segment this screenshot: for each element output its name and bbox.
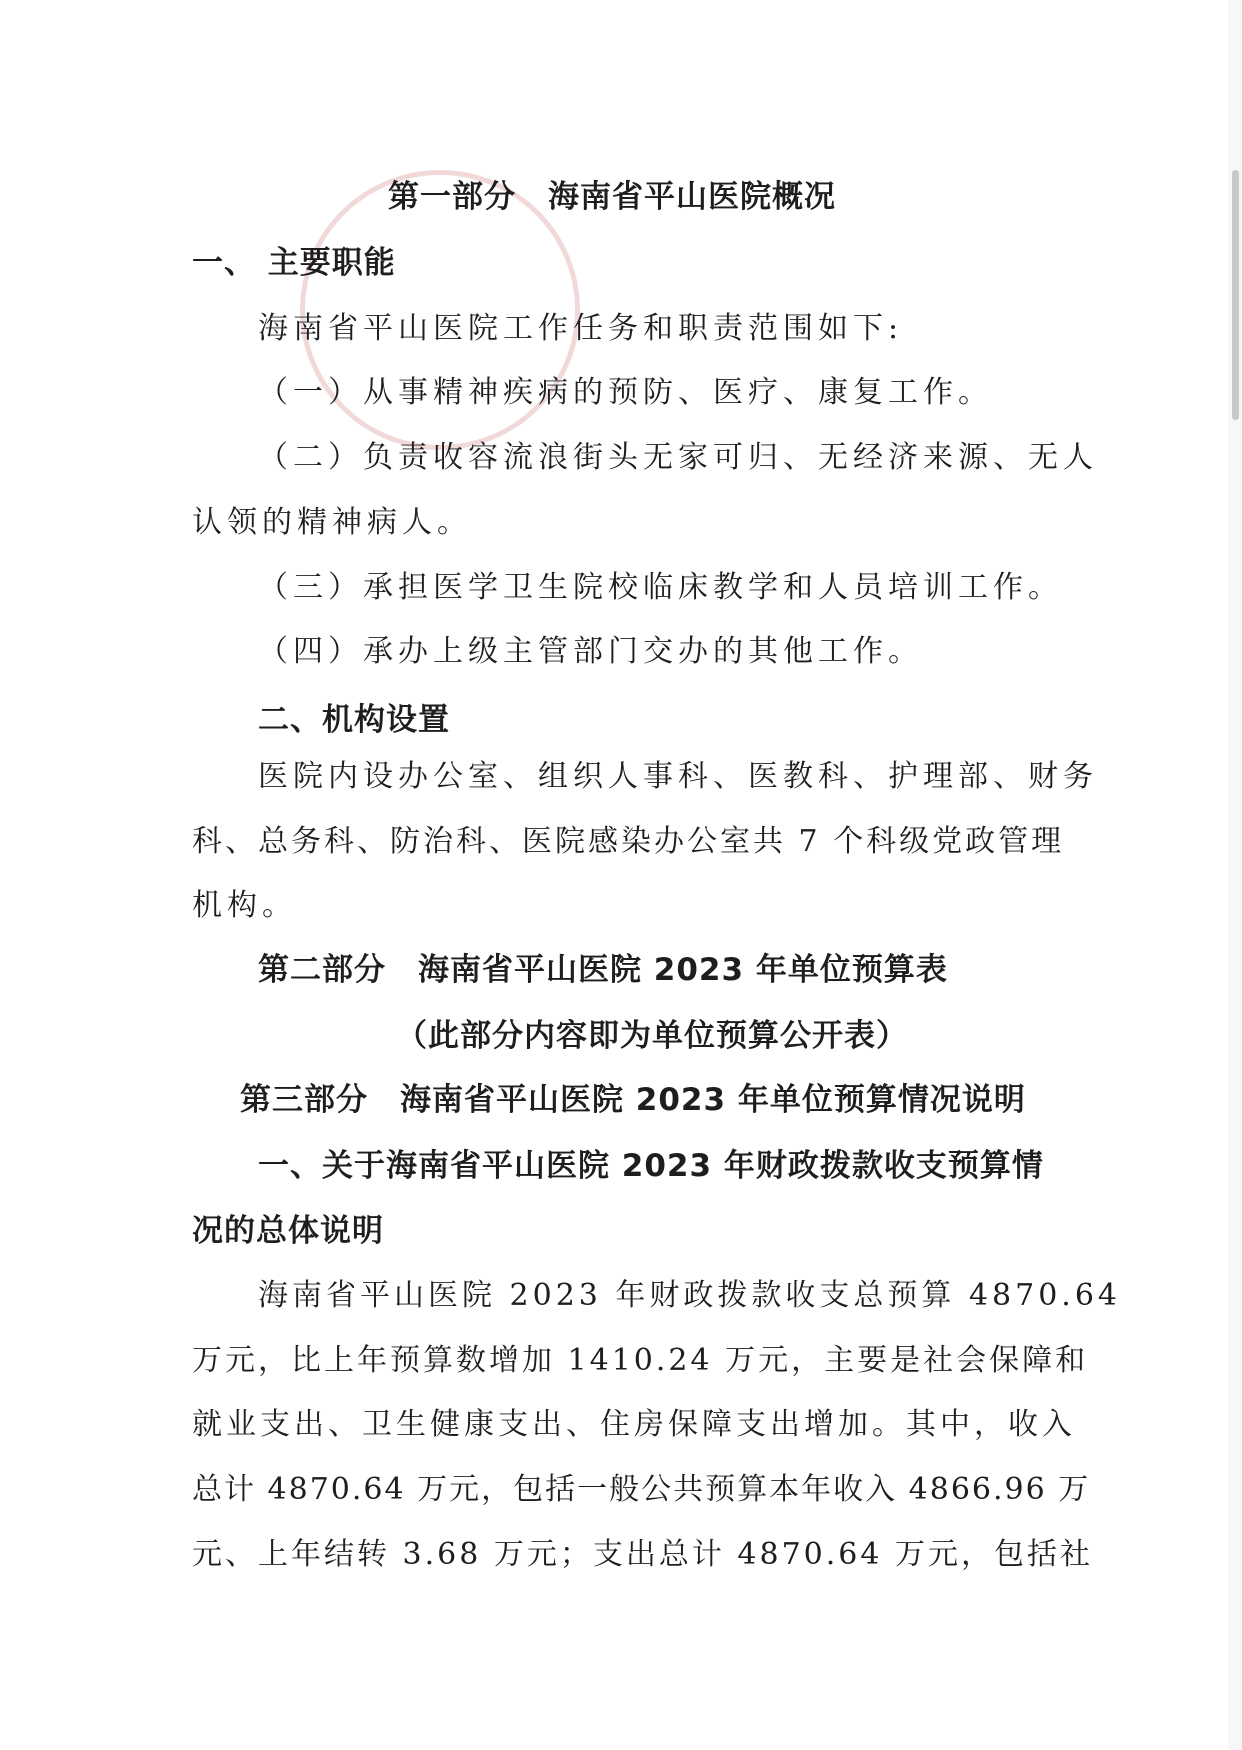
section2-heading: 二、机构设置	[258, 702, 450, 738]
budget-para-line4: 总计 4870.64 万元，包括一般公共预算本年收入 4866.96 万	[192, 1472, 1091, 1507]
budget-para-line2: 万元，比上年预算数增加 1410.24 万元，主要是社会保障和	[192, 1343, 1089, 1378]
budget-para-line1: 海南省平山医院 2023 年财政拨款收支总预算 4870.64	[258, 1278, 1122, 1313]
part3-title: 第三部分 海南省平山医院 2023 年单位预算情况说明	[240, 1082, 1026, 1118]
part1-title: 第一部分 海南省平山医院概况	[388, 179, 836, 215]
org-line-3: 机构。	[192, 888, 297, 923]
function-item-3: （三）承担医学卫生院校临床教学和人员培训工作。	[258, 570, 1063, 605]
function-item-1: （一）从事精神疾病的预防、医疗、康复工作。	[258, 375, 993, 410]
function-item-4: （四）承办上级主管部门交办的其他工作。	[258, 634, 923, 669]
org-line-2: 科、总务科、防治科、医院感染办公室共 7 个科级党政管理	[192, 824, 1065, 859]
functions-intro: 海南省平山医院工作任务和职责范围如下:	[258, 311, 904, 346]
function-item-2-line2: 认领的精神病人。	[192, 505, 472, 540]
scrollbar-thumb[interactable]	[1232, 170, 1239, 420]
part3-heading-line1: 一、关于海南省平山医院 2023 年财政拨款收支预算情	[258, 1148, 1044, 1184]
vertical-scrollbar[interactable]	[1228, 0, 1242, 1750]
part2-title: 第二部分 海南省平山医院 2023 年单位预算表	[258, 952, 948, 988]
budget-para-line5: 元、上年结转 3.68 万元；支出总计 4870.64 万元，包括社	[192, 1537, 1093, 1572]
section1-heading: 一、 主要职能	[192, 245, 396, 281]
budget-para-line3: 就业支出、卫生健康支出、住房保障支出增加。其中，收入	[192, 1407, 1076, 1442]
org-line-1: 医院内设办公室、组织人事科、医教科、护理部、财务	[258, 759, 1098, 794]
part2-subtitle: （此部分内容即为单位预算公开表）	[396, 1018, 908, 1054]
part3-heading-line2: 况的总体说明	[192, 1213, 384, 1249]
function-item-2-line1: （二）负责收容流浪街头无家可归、无经济来源、无人	[258, 440, 1098, 475]
